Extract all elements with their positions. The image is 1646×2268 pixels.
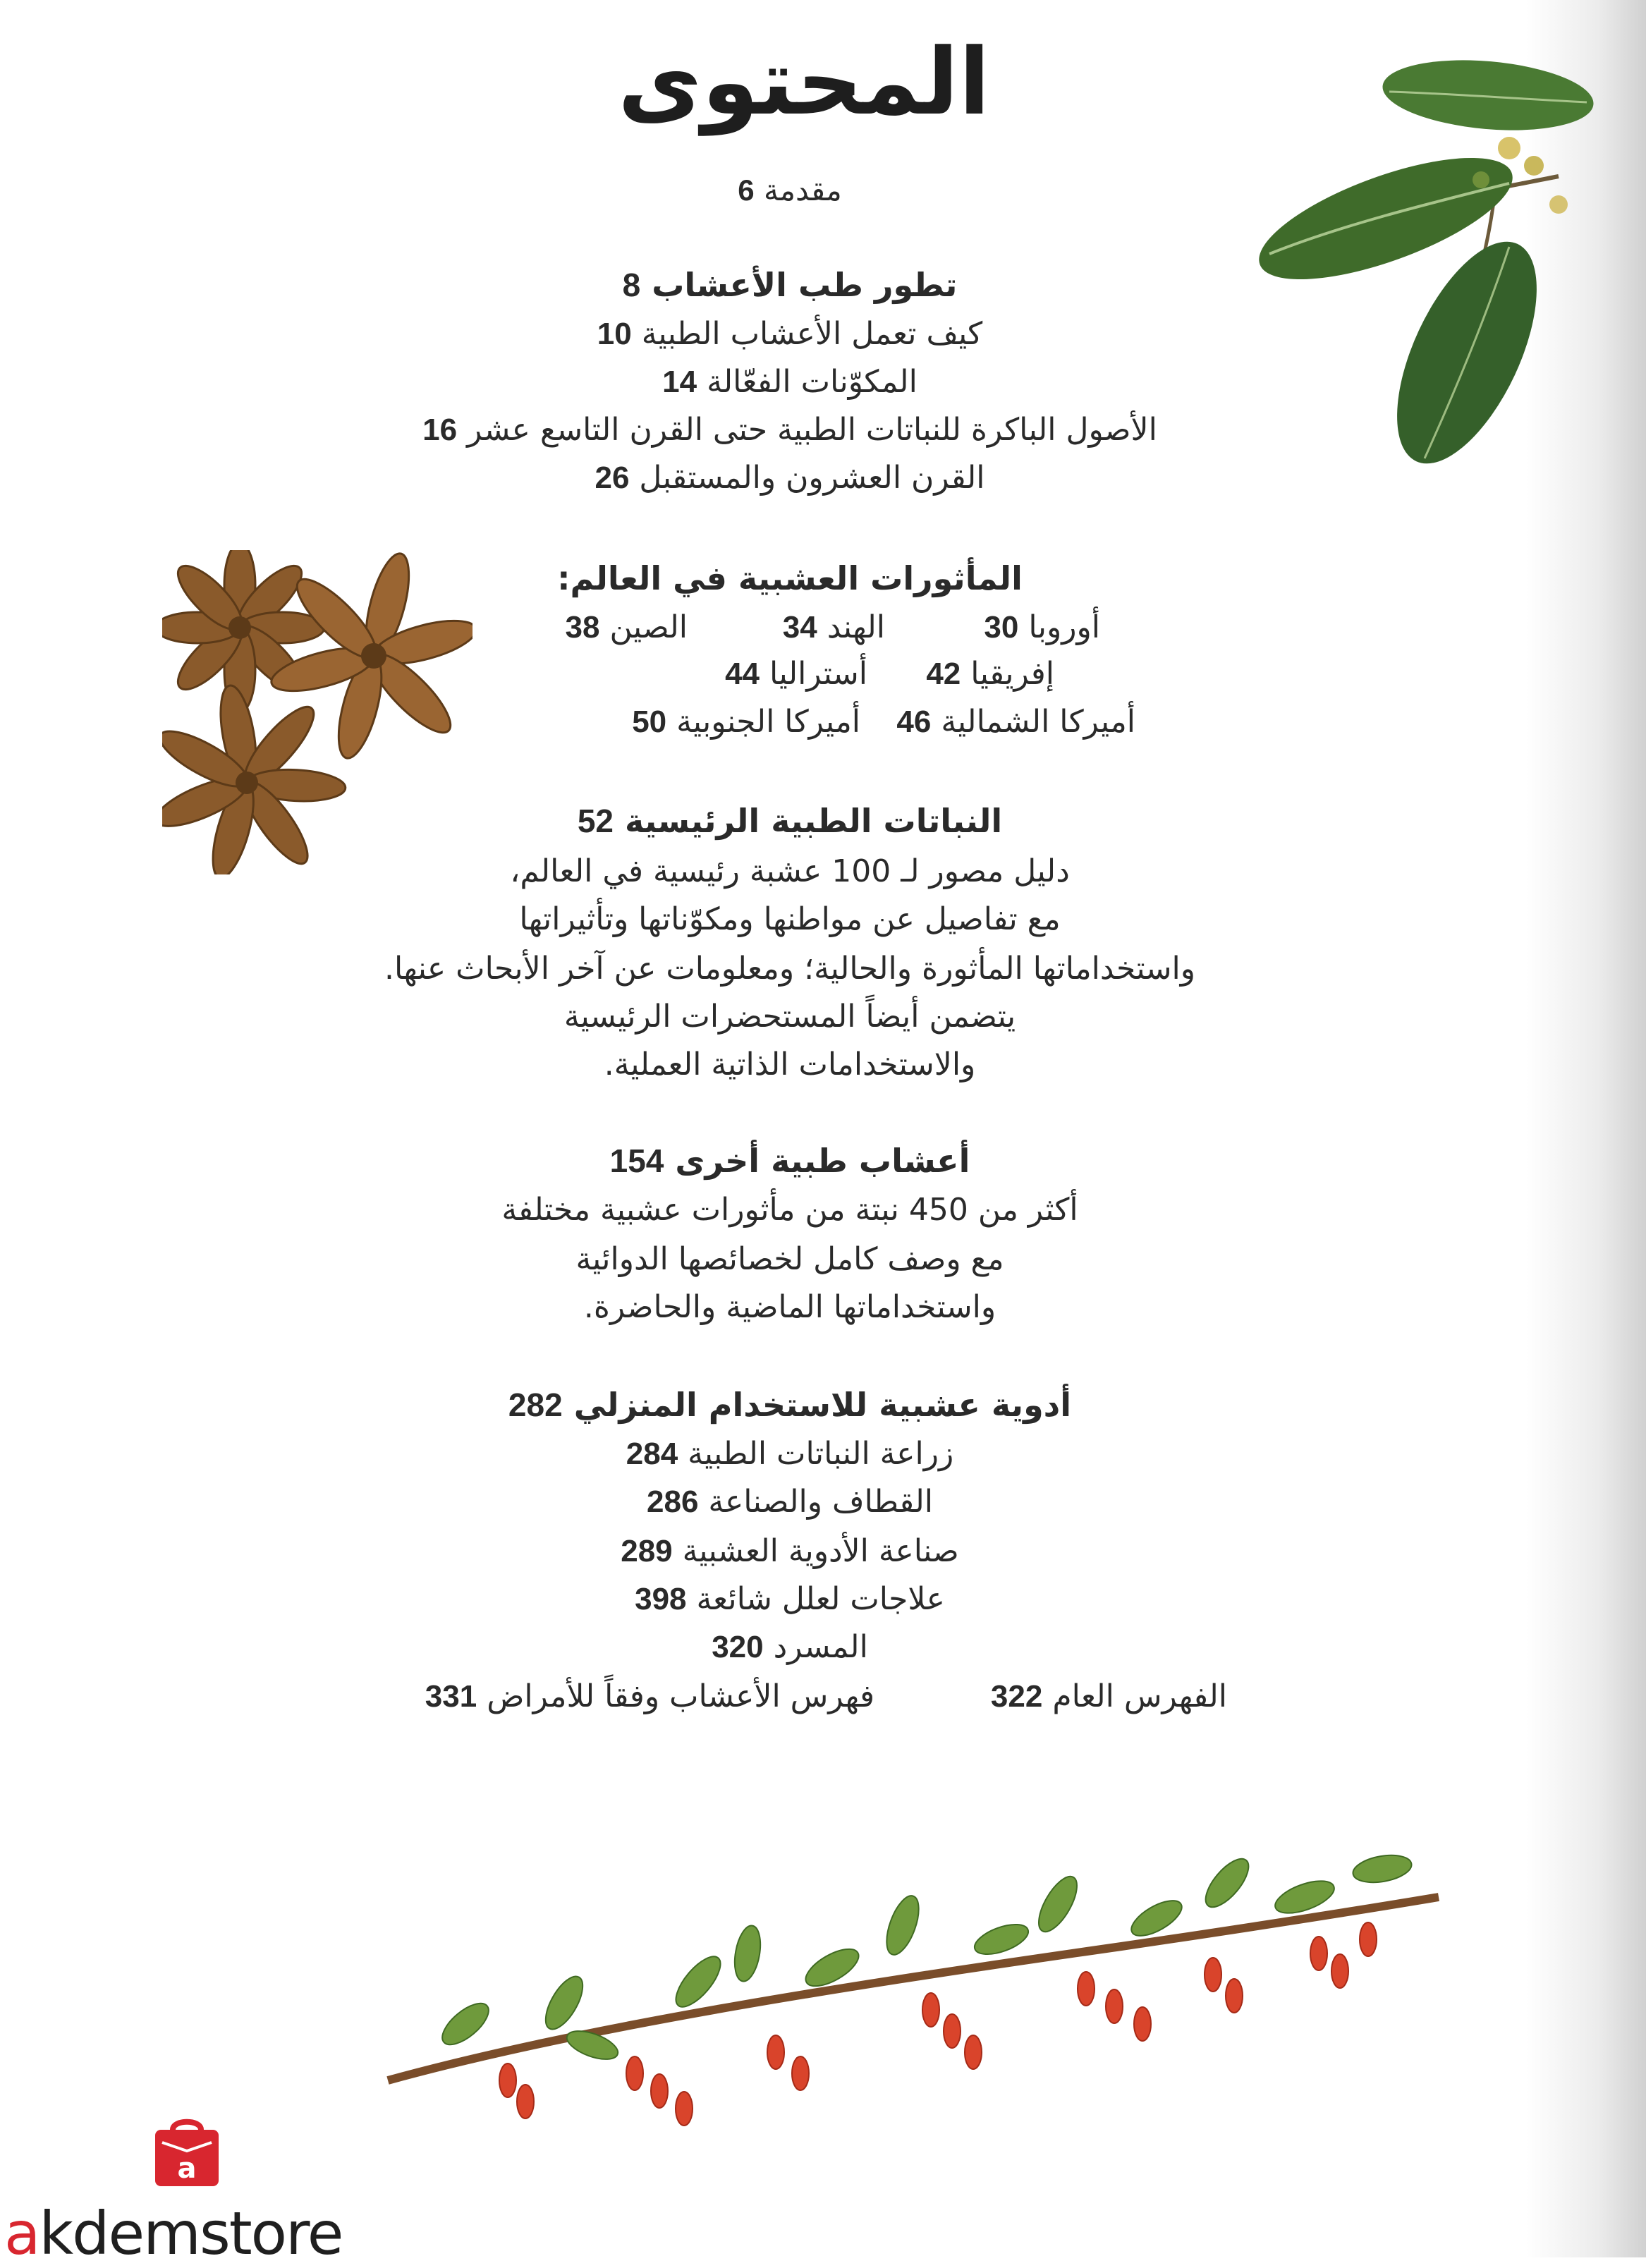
toc-page: 320 — [712, 1630, 764, 1664]
toc-label: زراعة النباتات الطبية — [688, 1436, 954, 1472]
toc-entry-general-index — [917, 1676, 1227, 1718]
badge-letter: a — [177, 2152, 197, 2185]
toc-label: أستراليا — [769, 656, 867, 692]
toc-label: أعشاب طبية أخرى — [675, 1142, 970, 1180]
toc-page: 6 — [738, 173, 755, 207]
toc-label: الصين — [609, 609, 688, 645]
store-logo — [0, 2116, 381, 2268]
section-description: مع تفاصيل عن مواطنها ومكوّناتها وتأثيراتها — [519, 901, 1061, 937]
toc-label: أميركا الشمالية — [941, 704, 1135, 740]
toc-label: الهند — [827, 609, 885, 645]
toc-label: الأصول الباكرة للنباتات الطبية حتى القرن التاسع عشر — [467, 412, 1157, 448]
toc-entry — [565, 606, 688, 649]
section-heading-other-herbs — [296, 1140, 1284, 1182]
section-description: واستخداماتها الماضية والحاضرة. — [583, 1289, 996, 1325]
toc-page: 34 — [782, 610, 817, 645]
toc-entry-disease-index — [381, 1676, 874, 1718]
toc-label: أميركا الجنوبية — [676, 704, 860, 740]
toc-page: 30 — [984, 610, 1019, 645]
section-description: يتضمن أيضاً المستحضرات الرئيسية — [563, 999, 1016, 1035]
barberry-branch-illustration — [381, 1848, 1453, 2144]
toc-entry — [296, 1481, 1284, 1523]
world-row — [494, 701, 1135, 743]
section-description: والاستخدامات الذاتية العملية. — [604, 1047, 976, 1083]
logo-prefix: a — [4, 2199, 39, 2268]
world-row — [494, 653, 1100, 695]
section-description: أكثر من 450 نبتة من مأثورات عشبية مختلفة — [501, 1192, 1078, 1228]
toc-entry — [896, 701, 1135, 743]
toc-page: 398 — [635, 1582, 687, 1616]
toc-page: 26 — [595, 461, 630, 495]
toc-entry — [296, 1578, 1284, 1621]
toc-entry — [632, 701, 860, 743]
section-heading-world: المأثورات العشبية في العالم: — [557, 559, 1023, 597]
toc-page: 10 — [597, 317, 632, 351]
toc-page: 8 — [622, 267, 641, 303]
section-description: واستخداماتها المأثورة والحالية؛ ومعلومات عن آخر الأبحاث عنها. — [384, 951, 1196, 987]
toc-label: علاجات لعلل شائعة — [696, 1581, 945, 1617]
toc-entry — [296, 1530, 1284, 1573]
toc-page: 38 — [565, 610, 600, 645]
toc-label: القرن العشرون والمستقبل — [639, 460, 985, 496]
toc-entry — [296, 409, 1284, 451]
toc-page: 286 — [647, 1484, 699, 1519]
toc-entry — [926, 653, 1054, 695]
toc-entry — [783, 606, 885, 649]
world-row — [494, 606, 1100, 649]
toc-entry — [296, 1433, 1284, 1475]
section-description: مع وصف كامل لخصائصها الدوائية — [575, 1241, 1004, 1277]
section-heading-home-remedies — [296, 1384, 1284, 1426]
book-badge-icon — [148, 2116, 226, 2193]
toc-intro — [296, 169, 1284, 212]
toc-page: 52 — [577, 803, 614, 839]
toc-page: 322 — [990, 1679, 1043, 1714]
toc-label: أدوية عشبية للاستخدام المنزلي — [573, 1386, 1072, 1424]
toc-label: المسرد — [773, 1629, 868, 1665]
toc-page: 284 — [626, 1437, 678, 1471]
toc-page: 282 — [508, 1386, 563, 1423]
logo-wordmark — [4, 2199, 342, 2268]
toc-page: 46 — [896, 705, 932, 739]
toc-entry — [296, 1626, 1284, 1669]
toc-entry — [725, 653, 867, 695]
toc-label: كيف تعمل الأعشاب الطبية — [641, 316, 983, 352]
toc-entry — [296, 457, 1284, 499]
toc-page: 50 — [632, 705, 667, 739]
toc-label: فهرس الأعشاب وفقاً للأمراض — [487, 1678, 874, 1714]
section-description: دليل مصور لـ 100 عشبة رئيسية في العالم، — [510, 853, 1070, 889]
toc-page: 154 — [609, 1142, 664, 1179]
toc-label: النباتات الطبية الرئيسية — [625, 802, 1003, 840]
toc-label: القطاف والصناعة — [708, 1484, 933, 1520]
toc-label: الفهرس العام — [1052, 1678, 1227, 1714]
toc-page: 42 — [926, 657, 961, 691]
toc-page: 16 — [422, 413, 458, 447]
toc-label: صناعة الأدوية العشبية — [682, 1533, 959, 1569]
toc-page: 331 — [425, 1679, 477, 1714]
toc-entry — [984, 606, 1100, 649]
toc-entry — [296, 313, 1284, 355]
toc-label: تطور طب الأعشاب — [652, 266, 958, 304]
toc-entry — [296, 361, 1284, 403]
leaf-branch-illustration — [1255, 42, 1622, 465]
toc-label: أوروبا — [1028, 609, 1100, 645]
section-heading-main-plants — [296, 800, 1284, 842]
section-heading-evolution — [296, 264, 1284, 306]
logo-rest: kdemstore — [39, 2199, 343, 2268]
toc-label: مقدمة — [763, 173, 842, 207]
page-title: المحتوى — [618, 28, 990, 135]
toc-label: إفريقيا — [970, 656, 1054, 692]
toc-label: المكوّنات الفعّالة — [707, 364, 918, 400]
toc-page: 44 — [725, 657, 760, 691]
toc-page: 14 — [662, 365, 697, 399]
toc-page: 289 — [621, 1534, 673, 1568]
